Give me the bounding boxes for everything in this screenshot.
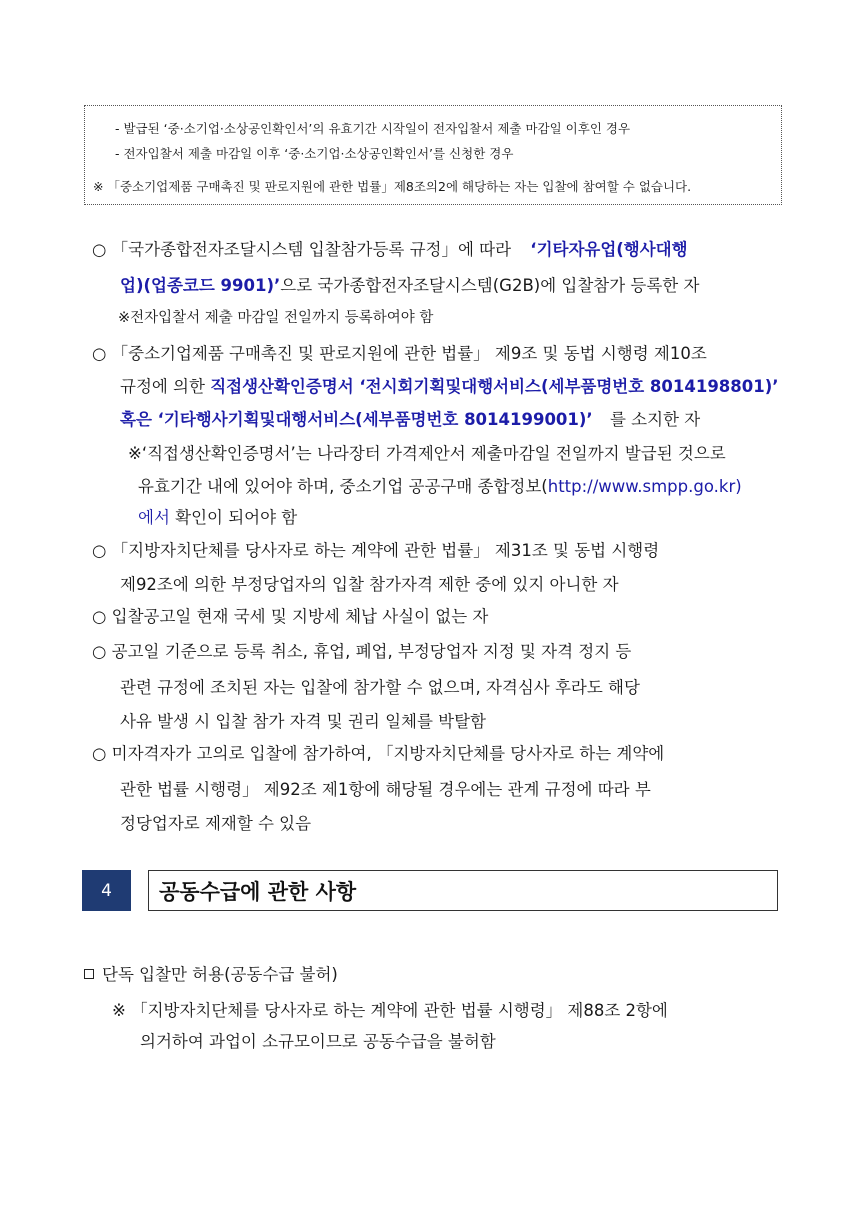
unq-line3: 정당업자로 제재할 수 있음: [120, 814, 312, 833]
g2b-text: ○ 「국가종합전자조달시스템 입찰참가등록 규정」에 따라: [92, 240, 512, 259]
direct-note-text: 유효기간 내에 있어야 하며, 중소기업 공공구매 종합정보(: [138, 477, 548, 496]
joint-note-line1: ※ 「지방자치단체를 당사자로 하는 계약에 관한 법률 시행령」 제88조 2항에: [112, 1001, 668, 1020]
smpp-link-cont[interactable]: 에서: [138, 508, 170, 527]
exclusion-note-box: [84, 105, 782, 205]
unq-line1: ○ 미자격자가 고의로 입찰에 참가하여, 「지방자치단체를 당사자로 하는 계약에: [92, 744, 665, 763]
direct-note-end: 확인이 되어야 함: [175, 508, 298, 527]
direct-cert-exhibition: 직접생산확인증명서 ‘전시회기획및대행서비스(세부품명번호 8014198801)’: [210, 377, 779, 396]
unq-line2: 관한 법률 시행령」 제92조 제1항에 해당될 경우에는 관계 규정에 따라 부: [120, 780, 651, 799]
local-line2: 제92조에 의한 부정당업자의 입찰 참가자격 제한 중에 있지 아니한 자: [120, 575, 619, 594]
g2b-business-code: 업)(업종코드 9901)’: [120, 276, 281, 295]
note-line-validity-start: - 발급된 ‘중·소기업·소상공인확인서’의 유효기간 시작일이 전자입찰서 제출 마감일 이후인 경우: [115, 121, 631, 136]
checkbox-square-icon: [84, 969, 94, 979]
tax-line: ○ 입찰공고일 현재 국세 및 지방세 체납 사실이 없는 자: [92, 607, 489, 626]
direct-cert-event: 혹은 ‘기타행사기획및대행서비스(세부품명번호 8014199001)’: [120, 410, 593, 429]
note-line-late-application: - 전자입찰서 제출 마감일 이후 ‘중·소기업·소상공인확인서’를 신청한 경우: [115, 146, 514, 161]
note-line-law-restriction: ※ 「중소기업제품 구매촉진 및 판로지원에 관한 법률」제8조의2에 해당하는 자는 입찰에 참여할 수 없습니다.: [93, 179, 692, 194]
g2b-business-type: ‘기타자유업(행사대행: [530, 240, 688, 259]
g2b-text-cont: 으로 국가종합전자조달시스템(G2B)에 입찰참가 등록한 자: [280, 276, 700, 295]
section-number: 4: [82, 870, 131, 911]
joint-note-line2: 의거하여 과업이 소규모이므로 공동수급을 불허함: [140, 1032, 496, 1051]
joint-heading: 단독 입찰만 허용(공동수급 불허): [102, 965, 338, 984]
section-title: 공동수급에 관한 사항: [159, 879, 357, 904]
cancel-line3: 사유 발생 시 입찰 참가 자격 및 권리 일체를 박탈함: [120, 712, 486, 731]
section-title-box: [148, 870, 778, 911]
cancel-line2: 관련 규정에 조치된 자는 입찰에 참가할 수 없으며, 자격심사 후라도 해당: [120, 678, 640, 697]
direct-text-cont: 를 소지한 자: [609, 410, 701, 429]
direct-line1: ○ 「중소기업제품 구매촉진 및 판로지원에 관한 법률」 제9조 및 동법 시행령 제10조: [92, 344, 707, 363]
direct-text: 규정에 의한: [120, 377, 205, 396]
direct-note-line1: ※‘직접생산확인증명서’는 나라장터 가격제안서 제출마감일 전일까지 발급된 것으로: [128, 444, 726, 463]
g2b-deadline-note: ※전자입찰서 제출 마감일 전일까지 등록하여야 함: [118, 310, 434, 326]
cancel-line1: ○ 공고일 기준으로 등록 취소, 휴업, 폐업, 부정당업자 지정 및 자격 정지 등: [92, 642, 632, 661]
smpp-link[interactable]: http://www.smpp.go.kr): [547, 477, 742, 496]
local-line1: ○ 「지방자치단체를 당사자로 하는 계약에 관한 법률」 제31조 및 동법 시행령: [92, 541, 660, 560]
